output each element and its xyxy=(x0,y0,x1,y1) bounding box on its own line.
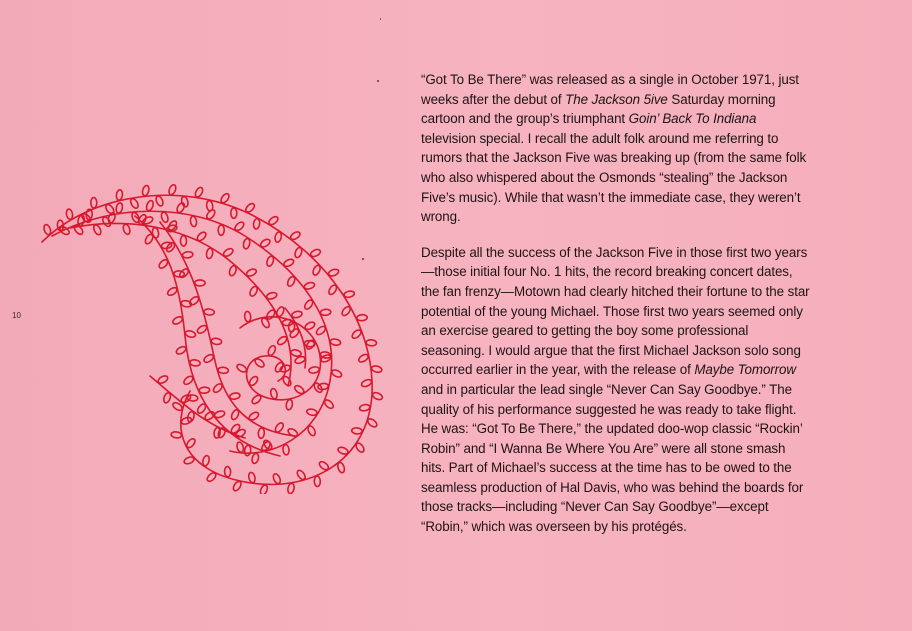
paisley-leaf xyxy=(230,423,241,435)
paisley-leaf xyxy=(157,374,169,384)
text-run: Saturday morning cartoon and the group’s triumphant xyxy=(421,91,776,127)
paisley-leaf xyxy=(287,483,295,494)
text-run: television special. I recall the adult folk around me referring to rumors that the Jackson Five was breaking up (from the same folk who also whispered about the Osmonds “stealing” the Jackson Five’s music). While that wasn’t the immediate case, they weren’t wrong. xyxy=(421,130,807,225)
paisley-leaf xyxy=(372,391,384,401)
paisley-leaf xyxy=(194,186,204,198)
paisley-leaf xyxy=(293,384,305,395)
paisley-leaf xyxy=(291,310,303,318)
text-run: and in particular the lead single “Never Can Say Goodbye.” The quality of his performance suggested he was ready to take flight. He was: “Got To Be There,” the updated doo-wop classic “Rockin’ Robin” and “I Wanna Be Where You Are” were all stone smash hits. Part of Michael’s success at the time has to be owed to the seamless production of Hal Davis, who was behind the boards for those tracks—including “Never Can Say Goodbye”—except “Robin,” which was overseen by his protégés. xyxy=(421,381,804,535)
paisley-illustration xyxy=(30,176,390,494)
paisley-leaf xyxy=(183,456,195,465)
paisley-leaf xyxy=(282,319,293,326)
paisley-leaf xyxy=(320,309,331,316)
paisley-leaf xyxy=(243,238,251,249)
paisley-leaf xyxy=(182,375,194,386)
paisley-leaf xyxy=(286,275,296,287)
paisley-leaf xyxy=(331,369,343,379)
paisley-leaf xyxy=(285,399,293,410)
paisley-leaf xyxy=(142,216,154,226)
paisley-leaf xyxy=(171,431,182,438)
paisley-leaf xyxy=(337,462,346,474)
paisley-leaf xyxy=(283,258,295,268)
paisley-leaf xyxy=(92,224,102,236)
paisley-leaf xyxy=(91,198,97,208)
paisley-leaf xyxy=(236,441,245,453)
paisley-leaf xyxy=(144,233,155,245)
paisley-leaf xyxy=(218,225,224,236)
paisley-leaf xyxy=(196,231,208,243)
paisley-leaf xyxy=(272,473,282,485)
paisley-leaf xyxy=(244,311,251,322)
paisley-leaf xyxy=(341,305,352,317)
paisley-leaf xyxy=(205,208,216,220)
paisley-leaf xyxy=(248,411,260,422)
paisley-leaf xyxy=(195,280,205,286)
paisley-leaf xyxy=(196,403,207,415)
paisley-leaf xyxy=(253,218,260,229)
paisley-leaf xyxy=(258,428,265,439)
paisley-leaf xyxy=(371,365,383,373)
paisley-leaf xyxy=(175,345,187,355)
paisley-leaf xyxy=(274,231,282,243)
paisley-leaf xyxy=(176,202,186,214)
paisley-leaf xyxy=(222,247,234,258)
paisley-leaf xyxy=(248,472,256,484)
italic-title: Maybe Tomorrow xyxy=(694,362,796,378)
paisley-leaf xyxy=(206,248,214,259)
paisley-leaf xyxy=(212,382,224,394)
speck xyxy=(380,18,381,20)
paisley-leaf xyxy=(282,375,293,387)
paisley-leaf xyxy=(359,404,370,412)
paisley-leaf xyxy=(307,425,317,437)
paisley-leaf xyxy=(266,255,275,267)
paisley-leaf xyxy=(355,442,366,454)
paisley-leaf xyxy=(287,427,299,438)
paisley-leaf xyxy=(343,290,354,298)
paisley-leaf xyxy=(66,209,74,220)
paisley-leaf xyxy=(366,339,377,346)
paisley-leaf xyxy=(141,185,149,197)
paisley-leaf xyxy=(358,353,370,364)
paisley-leaf xyxy=(168,184,177,196)
paisley-leaf xyxy=(303,299,314,311)
paisley-leaf xyxy=(107,212,116,224)
paisley-leaf xyxy=(101,216,112,228)
paisley-leaf xyxy=(182,251,193,258)
paisley-leaf xyxy=(270,388,278,400)
paisley-leaf xyxy=(214,427,221,438)
italic-title: The Jackson 5ive xyxy=(565,91,668,107)
paisley-leaf xyxy=(259,238,271,249)
page-number: 10 xyxy=(12,311,21,320)
paisley-leaf xyxy=(276,335,288,346)
paisley-leaf xyxy=(244,202,256,214)
paisley-leaf xyxy=(289,230,301,241)
paisley-leaf xyxy=(234,221,246,232)
paisley-leaf xyxy=(351,427,362,434)
paisley-leaf xyxy=(304,340,315,347)
paisley-leaf xyxy=(267,215,279,226)
paisley-leaf xyxy=(158,258,170,270)
paisley-leaf xyxy=(274,422,285,434)
paisley-leaf xyxy=(204,309,215,316)
paisley-leaf xyxy=(275,306,285,318)
paisley-leaf xyxy=(315,325,327,336)
paisley-leaf xyxy=(172,315,184,325)
paisley-leaf xyxy=(231,208,237,218)
paisley-leaf xyxy=(294,247,303,259)
paragraph-2 xyxy=(421,243,813,537)
paisley-leaf xyxy=(43,224,52,236)
paisley-leaf xyxy=(289,327,301,339)
paisley-leaf xyxy=(232,480,243,492)
paisley-leaf xyxy=(323,398,335,409)
paisley-leaf xyxy=(361,378,373,388)
paragraph-1 xyxy=(421,70,813,227)
paisley-leaf xyxy=(351,328,363,339)
paisley-leaf xyxy=(196,324,208,335)
paisley-leaf xyxy=(180,236,186,246)
paisley-leaf xyxy=(163,392,172,404)
paisley-leaf xyxy=(251,453,259,465)
italic-title: Goin’ Back To Indiana xyxy=(628,111,757,127)
paisley-leaf xyxy=(211,338,222,345)
paisley-leaf xyxy=(122,223,131,235)
paisley-leaf xyxy=(314,476,320,487)
paisley-leaf xyxy=(308,366,319,374)
paisley-leaf xyxy=(304,321,316,331)
speck xyxy=(377,80,379,82)
paisley-leaf xyxy=(166,224,178,232)
paisley-leaf xyxy=(230,409,240,421)
paisley-leaf xyxy=(259,484,269,494)
paisley-leaf xyxy=(267,345,277,357)
paisley-leaf xyxy=(327,284,338,296)
paisley-leaf xyxy=(249,285,259,297)
paisley-leaf xyxy=(357,314,368,321)
paisley-leaf xyxy=(115,202,123,213)
paisley-leaf xyxy=(248,375,259,387)
paisley-leaf xyxy=(318,460,330,471)
paisley-leaf xyxy=(199,387,210,394)
paisley-leaf xyxy=(328,268,340,277)
paisley-leaf xyxy=(304,281,316,290)
paisley-leaf xyxy=(219,192,230,204)
paisley-leaf xyxy=(185,437,196,449)
paisley-leaf xyxy=(290,349,302,357)
text-run: Despite all the success of the Jackson Five in those first two years—those initial four No. 1 hits, the record breaking concert dates, the fan frenzy—Motown had clearly hitched their fortune to the star potential of the young Michael. Those first two years seemed only an exercise geared to getting the boy some professional seasoning. I would argue that the first Michael Jackson solo song occurred earlier in the year, with the release of xyxy=(421,244,810,378)
paisley-leaf xyxy=(166,286,178,297)
paisley-leaf xyxy=(228,265,237,277)
paisley-leaf xyxy=(202,455,210,467)
paisley-leaf xyxy=(188,295,200,306)
paisley-leaf xyxy=(145,200,154,212)
paisley-leaf xyxy=(254,357,266,368)
paisley-leaf xyxy=(155,195,165,207)
paisley-leaf xyxy=(251,394,263,405)
paisley-leaf xyxy=(330,338,341,346)
paisley-leaf xyxy=(180,416,192,425)
paisley-leaf xyxy=(218,367,229,374)
text-run: “Got To Be There” was released as a single in October 1971, just weeks after the debut of xyxy=(421,72,799,107)
paisley-leaf xyxy=(266,291,278,300)
paisley-leaf xyxy=(189,359,200,366)
paisley-leaf xyxy=(224,466,230,477)
paisley-leaf xyxy=(306,408,317,416)
article-body xyxy=(421,70,813,553)
paisley-leaf xyxy=(214,410,226,419)
paisley-leaf xyxy=(296,469,307,481)
paisley-leaf xyxy=(204,410,216,421)
paisley-leaf xyxy=(236,363,248,374)
paisley-leaf xyxy=(190,216,198,227)
paisley-leaf xyxy=(206,471,218,483)
paisley-leaf xyxy=(282,444,289,455)
paisley-leaf xyxy=(116,189,123,200)
paisley-leaf xyxy=(337,446,349,455)
paisley-leaf xyxy=(203,353,215,364)
paisley-leaf xyxy=(312,264,322,276)
paisley-vine xyxy=(150,376,245,438)
paisley-leaf xyxy=(185,330,197,338)
paisley-leaf xyxy=(129,197,139,209)
paisley-leaf xyxy=(245,268,257,278)
paisley-leaf xyxy=(366,417,378,428)
paisley-vine xyxy=(42,195,372,484)
paisley-leaf xyxy=(160,211,169,223)
paisley-leaf xyxy=(310,248,322,258)
paisley-leaf xyxy=(244,445,251,456)
paisley-leaf xyxy=(229,392,240,400)
